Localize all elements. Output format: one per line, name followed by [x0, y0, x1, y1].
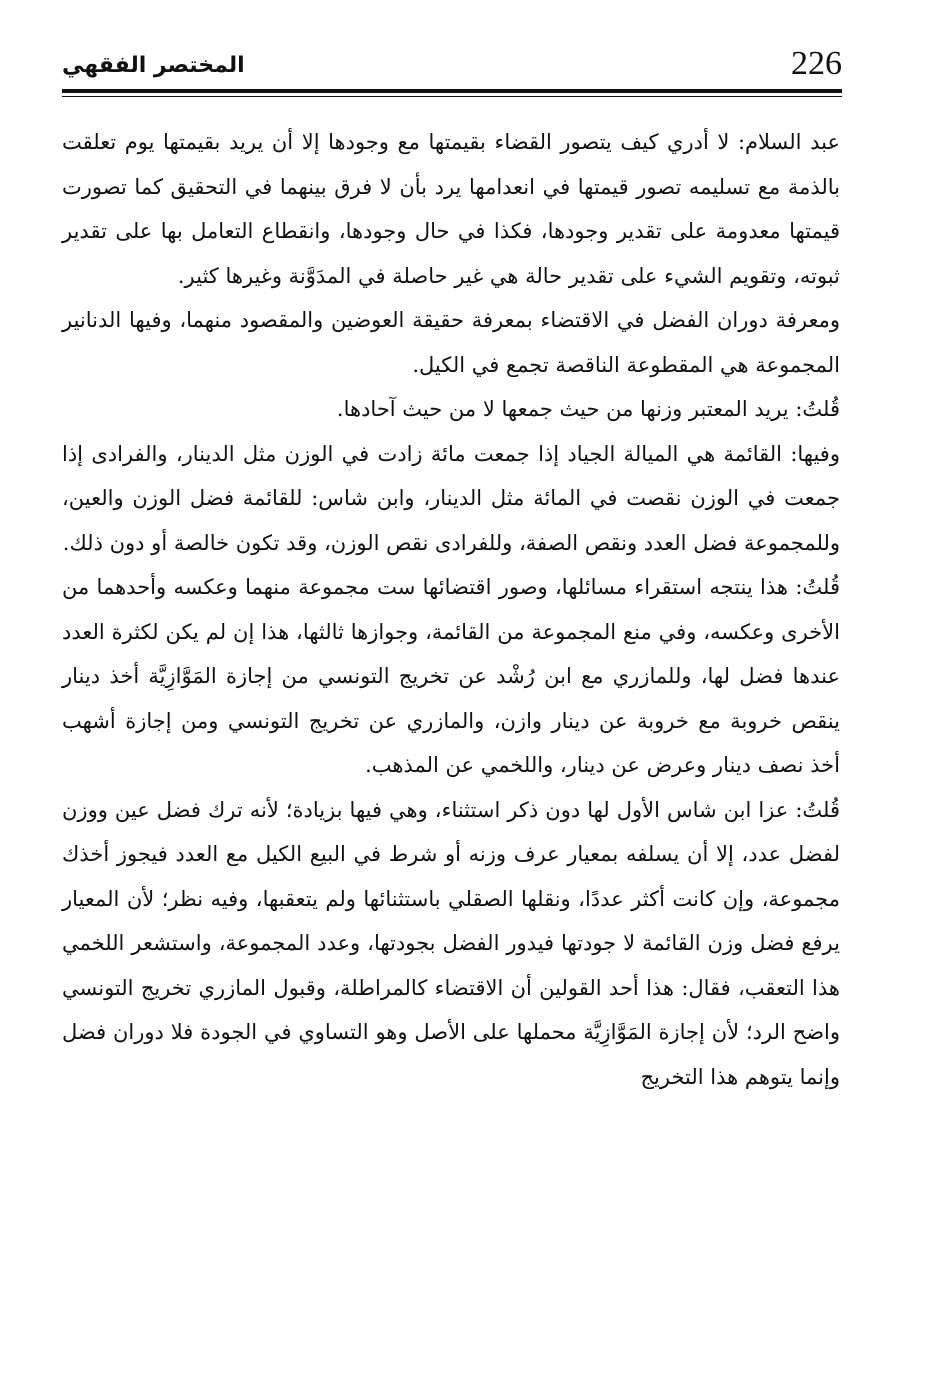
paragraph: [62, 298, 840, 387]
paragraph-text: يريد المعتبر وزنها من حيث جمعها لا من حيث آحادها.: [336, 397, 796, 421]
page-header: [62, 44, 842, 88]
body-text: [62, 120, 840, 1099]
paragraph-text: وفيها: القائمة هي الميالة الجياد إذا جمعت مائة زادت في الوزن مثل الدينار، والفرادى إذا جمعت في الوزن نقصت في المائة مثل الدينار، وابن شاس: للقائمة فضل الوزن والعين، وللمجموعة فضل العدد ونقص الصفة، وللفرادى نقص الوزن، وقد تكون خالصة أو دون ذلك.: [62, 441, 840, 555]
paragraph: [62, 432, 840, 566]
paragraph-lead: قُلتُ:: [795, 397, 840, 421]
paragraph-text: هذا ينتجه استقراء مسائلها، وصور اقتضائها ست مجموعة منهما وعكسه وأحدهما من الأخرى وعكسه، وفي منع المجموعة من القائمة، وجوازها ثالثها، هذا إن لم يكن لكثرة العدد عندها فضل لها، وللمازري مع ابن رُشْد عن تخريج التونسي من إجازة المَوَّازِيَّة أخذ دينار ينقص خروبة مع خروبة عن دينار وازن، والمازري عن تخريج التونسي ومن إجازة أشهب أخذ نصف دينار وعرض عن دينار، واللخمي عن المذهب.: [62, 575, 840, 777]
paragraph: [62, 565, 840, 788]
paragraph-text: عبد السلام: لا أدري كيف يتصور القضاء بقيمتها مع وجودها إلا أن يريد بقيمتها يوم تعلقت بالذمة مع تسليمه تصور قيمتها في انعدامها يرد بأن لا فرق بينهما في التحقيق كما تصورت قيمتها معدومة على تقدير وجودها، فكذا في حال وجودها، وانقطاع التعامل بها على تقدير ثبوته، وتقويم الشيء على تقدير حالة هي غير حاصلة في المدَوَّنة وغيرها كثير.: [62, 130, 840, 288]
header-rule-thin: [62, 96, 842, 97]
paragraph: [62, 788, 840, 1100]
header-rule-thick: [62, 89, 842, 93]
running-title: المختصر الفقهي: [62, 53, 245, 78]
paragraph-text: ومعرفة دوران الفضل في الاقتضاء بمعرفة حقيقة العوضين والمقصود منهما، وفيها الدنانير المجموعة هي المقطوعة الناقصة تجمع في الكيل.: [62, 308, 840, 377]
paragraph-lead: قُلتُ:: [795, 797, 840, 822]
page-number: 226: [791, 45, 842, 82]
paragraph: [62, 120, 840, 298]
paragraph: [62, 387, 840, 432]
paragraph-lead: قُلتُ:: [795, 575, 840, 599]
paragraph-text: عزا ابن شاس الأول لها دون ذكر استثناء، وهي فيها بزيادة؛ لأنه ترك فضل عين ووزن لفضل عدد، إلا أن يسلفه بمعيار عرف وزنه أو شرط في البيع الكيل مع العدد فيجوز أخذك مجموعة، وإن كانت أكثر عددًا، ونقلها الصقلي باستثنائها ولم يتعقبها، وفيه نظر؛ لأن المعيار يرفع فضل وزن القائمة لا جودتها فيدور الفضل بجودتها، وعدد المجموعة، واستشعر اللخمي هذا التعقب، فقال: هذا أحد القولين أن الاقتضاء كالمراطلة، وقبول المازري تخريج التونسي واضح الرد؛ لأن إجازة المَوَّازِيَّة محملها على الأصل وهو التساوي في الجودة فلا دوران فضل وإنما يتوهم هذا التخريج: [62, 797, 840, 1089]
